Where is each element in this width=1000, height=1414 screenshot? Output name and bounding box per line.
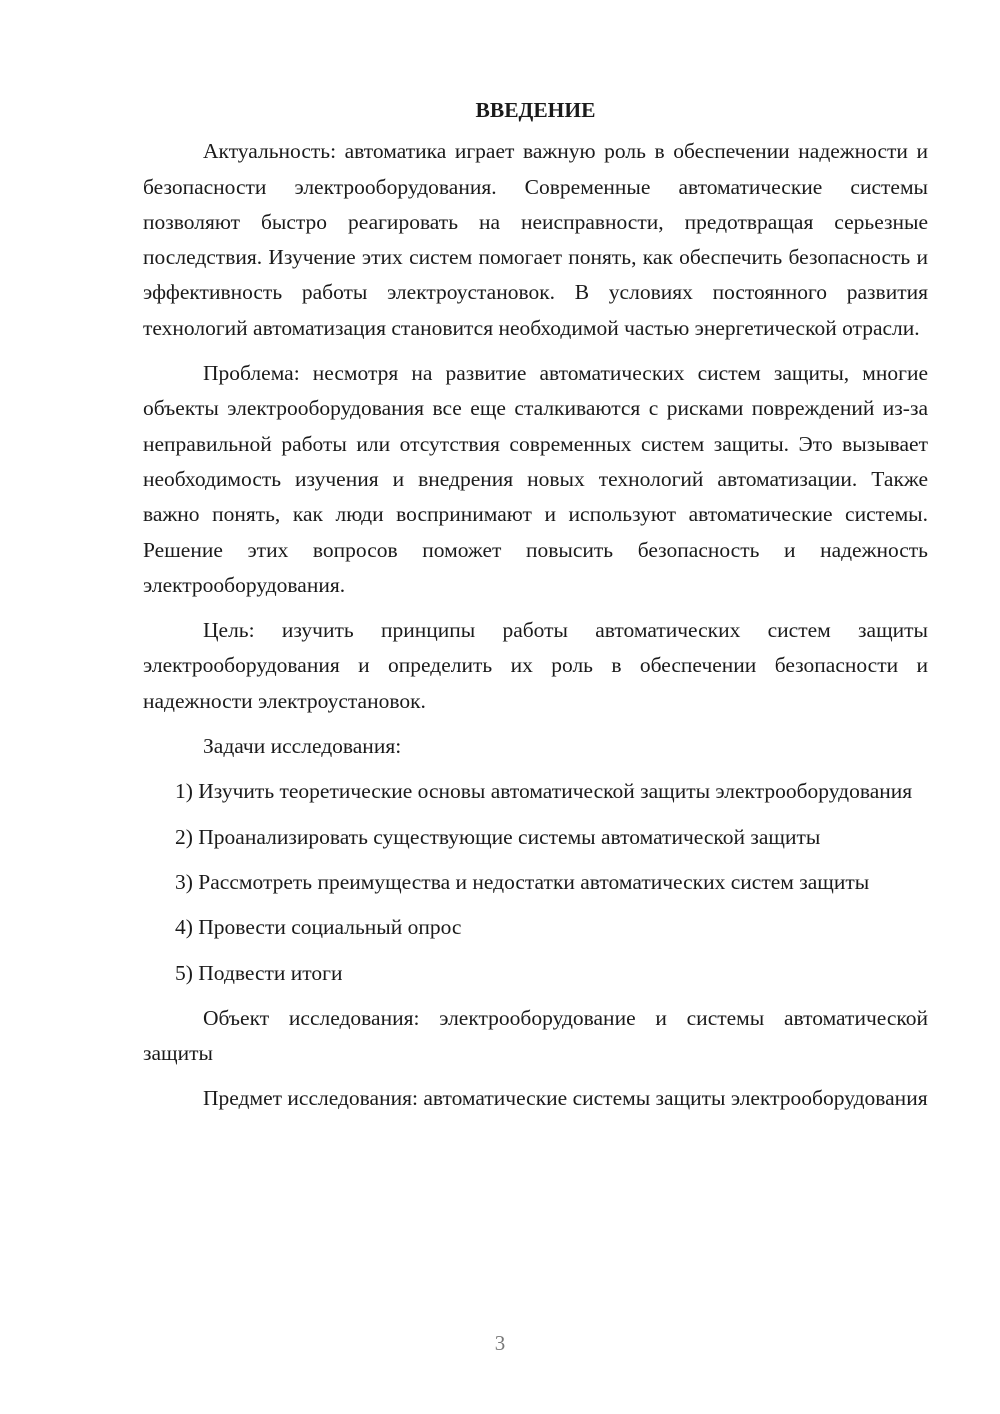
document-page: [143, 93, 928, 1127]
task-item-5: 5) Подвести итоги: [175, 960, 343, 985]
paragraph-goal: Цель: изучить принципы работы автоматических систем защиты электрооборудования и определить их роль в обеспечении безопасности и надежности электроустановок.: [143, 618, 928, 713]
task-item-1: 1) Изучить теоретические основы автоматической защиты электрооборудования: [175, 779, 913, 804]
page-number: 3: [494, 1331, 506, 1355]
task-item-3: 3) Рассмотреть преимущества и недостатки автоматических систем защиты: [175, 869, 870, 894]
paragraph-subject: Предмет исследования: автоматические системы защиты электрооборудования: [203, 1086, 928, 1111]
paragraph-problem: Проблема: несмотря на развитие автоматических систем защиты, многие объекты электрооборудования все еще сталкиваются с рисками повреждений из-за неправильной работы или отсутствия современных систем защиты. Это вызывает необходимость изучения и внедрения новых технологий автоматизации. Также важно понять, как люди воспринимают и используют автоматические системы. Решение этих вопросов поможет повысить безопасность и надежность электрооборудования.: [143, 361, 928, 597]
paragraph-object: Объект исследования: электрооборудование и системы автоматической защиты: [143, 1005, 928, 1066]
tasks-heading: Задачи исследования:: [203, 734, 402, 759]
task-item-4: 4) Провести социальный опрос: [175, 915, 462, 940]
task-item-2: 2) Проанализировать существующие системы автоматической защиты: [175, 824, 821, 849]
section-title: ВВЕДЕНИЕ: [475, 98, 596, 122]
paragraph-relevance: Актуальность: автоматика играет важную роль в обеспечении надежности и безопасности электрооборудования. Современные автоматические системы позволяют быстро реагировать на неисправности, предотвращая серьезные последствия. Изучение этих систем помогает понять, как обеспечить безопасность и эффективность работы электроустановок. В условиях постоянного развития технологий автоматизация становится необходимой частью энергетической отрасли.: [143, 139, 928, 340]
